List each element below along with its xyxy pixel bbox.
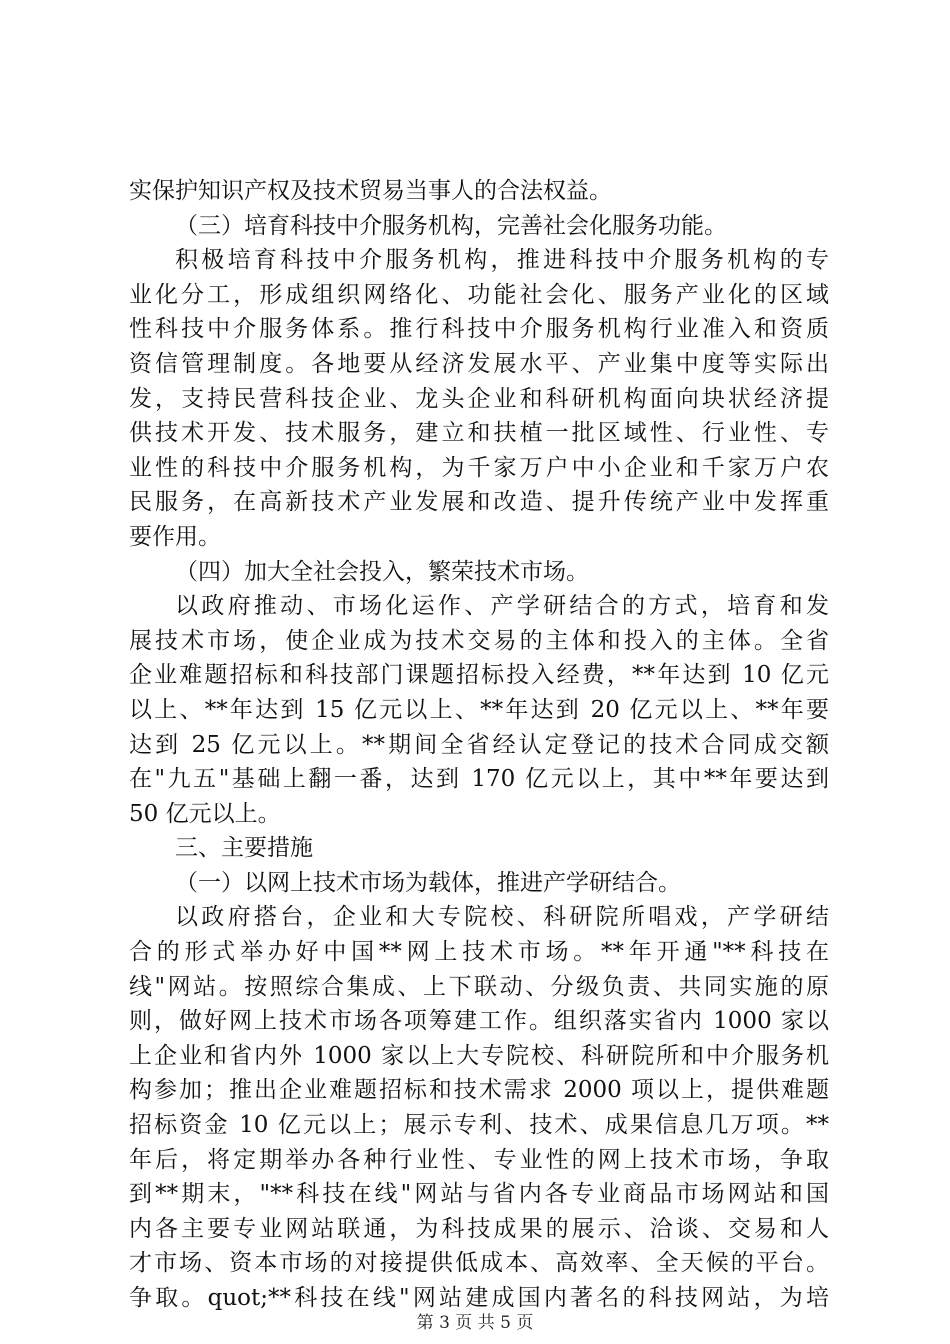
paragraph-line: 业性的科技中介服务机构，为千家万户中小企业和千家万户农 xyxy=(129,454,829,481)
section-heading: （三）培育科技中介服务机构，完善社会化服务功能。 xyxy=(175,212,727,239)
paragraph-line: 以上、**年达到 15 亿元以上、**年达到 20 亿元以上、**年要 xyxy=(129,696,829,723)
paragraph-line: 到**期末，"**科技在线"网站与省内各专业商品市场网站和国 xyxy=(129,1181,829,1208)
paragraph-line: 资信管理制度。各地要从经济发展水平、产业集中度等实际出 xyxy=(129,350,829,377)
section-heading: （一）以网上技术市场为载体，推进产学研结合。 xyxy=(175,869,681,896)
paragraph-line: 供技术开发、技术服务，建立和扶植一批区域性、行业性、专 xyxy=(129,420,829,447)
paragraph-line: 达到 25 亿元以上。**期间全省经认定登记的技术合同成交额 xyxy=(129,731,829,758)
paragraph-line: 年后，将定期举办各种行业性、专业性的网上技术市场，争取 xyxy=(129,1146,829,1173)
chapter-heading: 三、主要措施 xyxy=(175,835,313,862)
paragraph-line: 合的形式举办好中国**网上技术市场。**年开通"**科技在 xyxy=(129,939,829,966)
paragraph-line: 则，做好网上技术市场各项筹建工作。组织落实省内 1000 家以 xyxy=(129,1008,829,1035)
paragraph-line: 业化分工，形成组织网络化、功能社会化、服务产业化的区域 xyxy=(129,281,829,308)
paragraph-line: 企业难题招标和科技部门课题招标投入经费，**年达到 10 亿元 xyxy=(129,662,829,689)
paragraph-line: 在"九五"基础上翻一番，达到 170 亿元以上，其中**年要达到 xyxy=(129,766,829,793)
paragraph-line: 展技术市场，使企业成为技术交易的主体和投入的主体。全省 xyxy=(129,627,829,654)
paragraph-line: 构参加；推出企业难题招标和技术需求 2000 项以上，提供难题 xyxy=(129,1077,829,1104)
paragraph-line: 才市场、资本市场的对接提供低成本、高效率、全天候的平台。 xyxy=(129,1250,829,1277)
paragraph-line: 实保护知识产权及技术贸易当事人的合法权益。 xyxy=(129,178,612,204)
paragraph-line: 招标资金 10 亿元以上；展示专利、技术、成果信息几万项。** xyxy=(129,1112,829,1139)
paragraph-line: 上企业和省内外 1000 家以上大专院校、科研院所和中介服务机 xyxy=(129,1042,829,1069)
paragraph-line: 民服务，在高新技术产业发展和改造、提升传统产业中发挥重 xyxy=(129,489,829,516)
document-body xyxy=(129,174,829,1316)
paragraph-line: 以政府推动、市场化运作、产学研结合的方式，培育和发 xyxy=(175,593,829,620)
paragraph-line: 积极培育科技中介服务机构，推进科技中介服务机构的专 xyxy=(175,247,829,274)
paragraph-line: 发，支持民营科技企业、龙头企业和科研机构面向块状经济提 xyxy=(129,385,829,412)
paragraph-line: 争取。quot;**科技在线"网站建成国内著名的科技网站，为培 xyxy=(129,1285,829,1311)
paragraph-line: 内各主要专业网站联通，为科技成果的展示、洽谈、交易和人 xyxy=(129,1215,829,1242)
section-heading: （四）加大全社会投入，繁荣技术市场。 xyxy=(175,558,589,585)
paragraph-line: 性科技中介服务体系。推行科技中介服务机构行业准入和资质 xyxy=(129,316,829,343)
paragraph-line: 要作用。 xyxy=(129,523,221,550)
page-number-footer: 第 3 页 共 5 页 xyxy=(416,1313,534,1333)
paragraph-line: 以政府搭台，企业和大专院校、科研院所唱戏，产学研结 xyxy=(175,904,829,931)
paragraph-line: 线"网站。按照综合集成、上下联动、分级负责、共同实施的原 xyxy=(129,973,829,1000)
paragraph-line: 50 亿元以上。 xyxy=(129,800,281,827)
